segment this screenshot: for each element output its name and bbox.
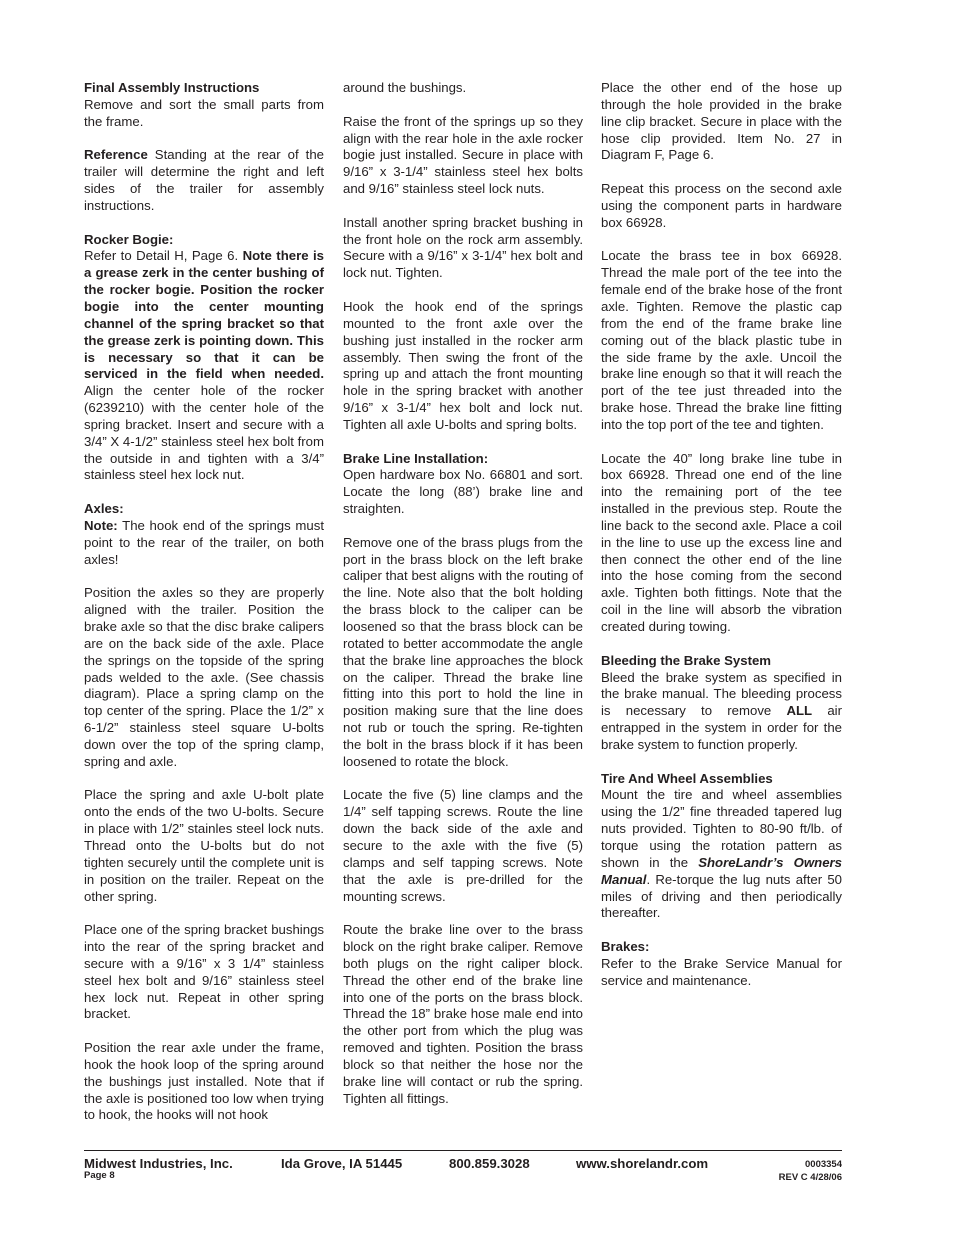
brass-tee-paragraph: Locate the brass tee in box 66928. Thread the male port of the tee into the female end of the brake hose of the front axle. Tighten. Remove the plastic cap from the end of the frame brake line coming out of the black plastic tube in the side frame by the axle. Uncoil the brake line enough so that it will reach the port of the tee just threaded into the brake hose. Thread the brake line fitting into the top port of the tee and tighten. <box>601 248 842 432</box>
rocker-bogie-heading: Rocker Bogie: <box>84 231 174 247</box>
owners-manual-title: ShoreLandr’s Owners Manual <box>601 854 842 887</box>
footer-city: Ida Grove, IA 51445 <box>281 1156 403 1171</box>
axles-note-text: The hook end of the springs must point to the rear of the trailer, on both axles! <box>84 517 324 567</box>
route-brake-line-paragraph: Route the brake line over to the brass block on the right brake caliper. Remove both plugs on the right caliper block. Thread the other end of the brake line into one of the ports on the brass block. Thread the 18” brake hose male end into the other port from which the plug was removed and tighten. Position the brass block so that neither the hose nor the brake line will contact or rub the spring. Tighten all fittings. <box>343 922 583 1106</box>
axles-paragraph-4: Position the rear axle under the frame, hook the hook loop of the spring around the bushings just installed. Note that if the axle is positioned too low when trying to hook, the hooks will not hook <box>84 1040 324 1123</box>
axles-section <box>84 501 324 568</box>
rocker-bogie-text-2: Align the center hole of the rocker (6239210) with the center hole of the spring bracket. Insert and secure with a 3/4” X 4-1/2” stainless steel hex bolt from the outside in and tighten with a 3/4” stainless steel hex lock nut. <box>84 383 324 483</box>
final-assembly-text: Remove and sort the small parts from the frame. <box>84 96 324 129</box>
bleeding-heading: Bleeding the Brake System <box>601 652 772 668</box>
brakes-text: Refer to the Brake Service Manual for service and maintenance. <box>601 955 842 988</box>
tire-wheel-section <box>601 771 842 923</box>
bleeding-text-1: Bleed the brake system as specified in the brake manual. The bleeding process is necessary to remove <box>601 669 842 719</box>
brass-plug-paragraph: Remove one of the brass plugs from the port in the brass block on the left brake caliper that best aligns with the routing of the line. Note also that the bolt holding the brass block to the caliper can be loosened so that the brass block can be rotated to better accommodate the angle that the brake line approaches the block on the caliper. Thread the brake line fitting into this port to hold the line in position making sure that the line does not rub or touch the spring. Re-tighten the bolt in the brass block if it has been loosened to rotate the block. <box>343 534 583 769</box>
axles-note-label: Note: <box>84 517 118 533</box>
repeat-paragraph: Repeat this process on the second axle using the component parts in hardware box 66928. <box>601 181 842 230</box>
footer-phone: 800.859.3028 <box>449 1156 530 1171</box>
footer-revision: REV C 4/28/06 <box>778 1172 842 1183</box>
line-clamps-paragraph: Locate the five (5) line clamps and the 1/4” self tapping screws. Route the line down the back side of the axle and secure to the axle with the five (5) clamps and self tapping screws. Note that the axle is pre-drilled for the mounting screws. <box>343 787 583 904</box>
rocker-bogie-text-1: Refer to Detail H, Page 6. <box>84 248 243 264</box>
axles-paragraph-3: Place one of the spring bracket bushings into the rear of the spring bracket and secure with a 9/16” x 3 1/4” stainless steel hex bolt and 9/16” stainless steel hex lock nut. Repeat in other spring bracket. <box>84 922 324 1022</box>
hose-paragraph: Place the other end of the hose up through the hole provided in the brake line clip bracket. Secure in place with the hose clip provided. Item No. 27 in Diagram F, Page 6. <box>601 80 842 163</box>
reference-label: Reference <box>84 147 148 163</box>
brakes-section <box>601 939 842 990</box>
axles-continued: around the bushings. <box>343 80 467 95</box>
bleeding-section <box>601 653 842 754</box>
bleeding-all: ALL <box>786 703 813 719</box>
bleeding-text-2: air entrapped in the system in order for the brake system to function properly. <box>601 703 842 752</box>
reference-paragraph <box>84 147 324 214</box>
axles-paragraph-1: Position the axles so they are properly aligned with the trailer. Position the brake axle so that the disc brake calipers are on the back side of the axle. Place the springs on the topside of the spring pads welded to the axle. (See chassis diagram). Place a spring clamp on the top center of the spring. Place the 1/2” x 6-1/2” stainless steel square U-bolts down over the top of the spring clamp, spring and axle. <box>84 585 324 769</box>
brake-line-text: Open hardware box No. 66801 and sort. Locate the long (88’) brake line and straighten. <box>343 467 583 517</box>
footer-doc-number: 0003354 <box>805 1159 842 1170</box>
rocker-bogie-section <box>84 232 324 485</box>
brake-line-section <box>343 451 583 518</box>
footer-divider <box>84 1150 842 1151</box>
footer-page-number: Page 8 <box>84 1170 115 1181</box>
brakes-heading: Brakes: <box>601 939 650 955</box>
hook-paragraph: Hook the hook end of the springs mounted to the front axle over the bushing just installed in the rocker arm assembly. Then swing the front of the spring up and attach the front mounting hole in the spring bracket with another 9/16” x 3-1/4” hex bolt and lock nut. Tighten all axle U-bolts and spring bolts. <box>343 298 583 432</box>
bushing-paragraph: Install another spring bracket bushing in the front hole on the rock arm assembly. Secure with a 9/16” x 3-1/4” hex bolt and lock nut. Tighten. <box>343 214 583 281</box>
reference-text: Standing at the rear of the trailer will determine the right and left sides of the trailer for assembly instructions. <box>84 147 324 213</box>
tire-wheel-text-1: Mount the tire and wheel assemblies using the 1/2” fine threaded tapered lug nuts provided. Tighten to 80-90 ft/lb. of torque using the rotation pattern as shown in the <box>601 787 842 870</box>
final-assembly-section <box>84 80 324 131</box>
brake-line-heading: Brake Line Installation: <box>343 450 489 466</box>
final-assembly-heading: Final Assembly Instructions <box>84 80 260 95</box>
column-left <box>84 80 324 1141</box>
axles-paragraph-2: Place the spring and axle U-bolt plate onto the ends of the two U-bolts. Secure in place with 1/2” stainles steel lock nuts. Thread onto the U-bolts but do not tighten securely until the complete unit is in position on the trailer. Repeat on the other spring. <box>84 787 324 904</box>
rocker-bogie-note: Note there is a grease zerk in the center bushing of the rocker bogie. Position the rocker bogie into the center mounting channel of the spring bracket so that the grease zerk is pointing down. This is necessary so that it can be serviced in the field when needed. <box>84 248 324 382</box>
springs-paragraph: Raise the front of the springs up so they align with the rear hole in the axle rocker bogie just installed. Secure in place with 9/16” x 3-1/4” stainless steel hex bolts and 9/16” stainless steel lock nuts. <box>343 113 583 197</box>
footer-company: Midwest Industries, Inc. <box>84 1156 233 1171</box>
brake-line-tube-paragraph: Locate the 40” long brake line tube in box 66928. Thread one end of the line into the remaining port of the tee installed in the previous step. Route the line back to the second axle. Place a coil in the line to use up the excess line and then connect the other end of the line into the hose coming from the second axle. Tighten both fittings. Note that the coil in the line will absorb the vibration created during towing. <box>601 450 842 634</box>
tire-wheel-heading: Tire And Wheel Assemblies <box>601 770 773 786</box>
column-right <box>601 80 842 1006</box>
axles-heading: Axles: <box>84 501 124 517</box>
tire-wheel-text-2: . Re-torque the lug nuts after 50 miles of driving and then periodically thereafter. <box>601 871 842 921</box>
footer-website: www.shorelandr.com <box>576 1156 709 1171</box>
column-middle <box>343 80 583 1124</box>
